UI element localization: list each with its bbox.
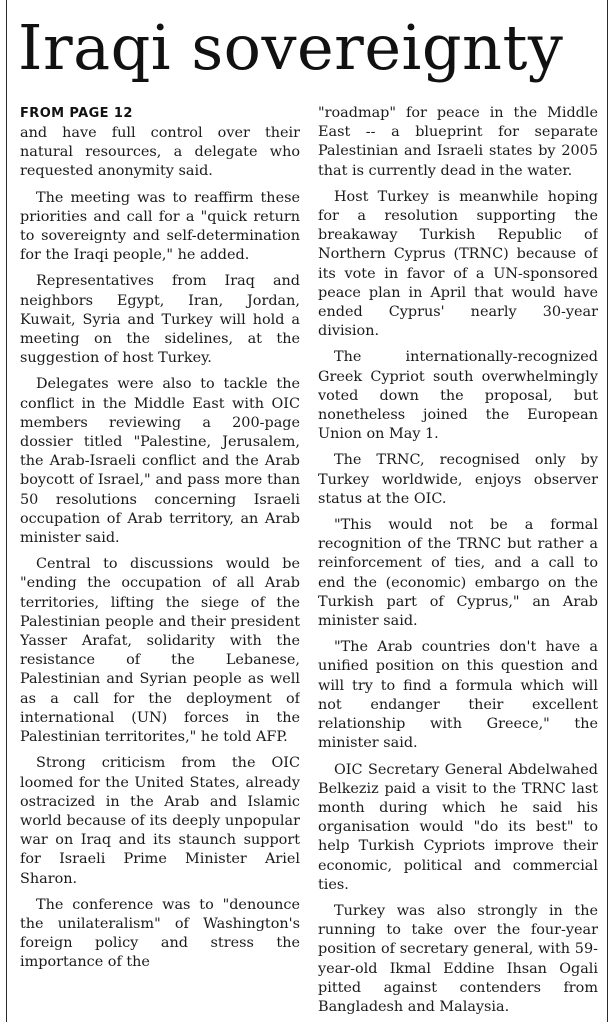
paragraph: The TRNC, recognised only by Turkey worldwide, enjoys observer status at the OIC. [318,452,598,507]
paragraph: Central to discussions would be "ending the occupation of all Arab territories, lifting the siege of the Palestinian people and their president Yasser Arafat, solidarity with the resistance of the Lebanese, Palestinian and Syrian people as well as a call for the deployment of international (UN) forces in the Palestinian territorites," he told AFP. [20,556,300,746]
paragraph: Host Turkey is meanwhile hoping for a resolution supporting the breakaway Turkish Republic of Northern Cyprus (TRNC) because of its vote in favor of a UN-sponsored peace plan in April that would have ended Cyprus' nearly 30-year division. [318,188,598,340]
headline: Iraqi sovereignty [18,11,564,84]
column-left [20,104,300,1016]
column-right [318,104,598,1016]
left-column-rule [6,0,7,1022]
paragraph: The conference was to "denounce the unilateralism" of Washington's foreign policy and stress the importance of the [20,896,300,971]
paragraph: "The Arab countries don't have a unified position on this question and will try to find a formula which will not endanger their excellent relationship with Greece," the minister said. [318,639,598,752]
paragraph: Turkey was also strongly in the running to take over the four-year position of secretary general, with 59-year-old Ikmal Eddine Ihsan Ogali pitted against contenders from Bangladesh and Malaysia. [318,902,598,1015]
paragraph: The meeting was to reaffirm these priorities and call for a "quick return to sovereignty and self-determination for the Iraqi people," he added. [20,189,300,264]
paragraph: and have full control over their natural resources, a delegate who requested anonymity said. [20,125,300,180]
paragraph: The internationally-recognized Greek Cypriot south overwhelmingly voted down the proposal, but nonetheless joined the European Union on May 1. [318,349,598,443]
paragraph: Strong criticism from the OIC loomed for the United States, already ostracized in the Arab and Islamic world because of its deeply unpopular war on Iraq and its staunch support for Israeli Prime Minister Ariel Sharon. [20,755,300,887]
paragraph: Delegates were also to tackle the conflict in the Middle East with OIC members reviewing a 200-page dossier titled "Palestine, Jerusalem, the Arab-Israeli conflict and the Arab boycott of Israel," and pass more than 50 resolutions concerning Israeli occupation of Arab territory, an Arab minister said. [20,376,300,547]
continuation-kicker: FROM PAGE 12 [20,106,133,121]
paragraph: Representatives from Iraq and neighbors Egypt, Iran, Jordan, Kuwait, Syria and Turkey will hold a meeting on the sidelines, at the suggestion of host Turkey. [20,273,300,367]
paragraph: "roadmap" for peace in the Middle East -- a blueprint for separate Palestinian and Israeli states by 2005 that is currently dead in the water. [318,105,598,179]
right-border-rule [607,0,608,1022]
article-body [20,104,598,1016]
paragraph: "This would not be a formal recognition of the TRNC but rather a reinforcement of ties, and a call to end the (economic) embargo on the Turkish part of Cyprus," an Arab minister said. [318,517,598,630]
paragraph: OIC Secretary General Abdelwahed Belkeziz paid a visit to the TRNC last month during which he said his organisation would "do its best" to help Turkish Cypriots improve their economic, political and commercial ties. [318,761,598,893]
